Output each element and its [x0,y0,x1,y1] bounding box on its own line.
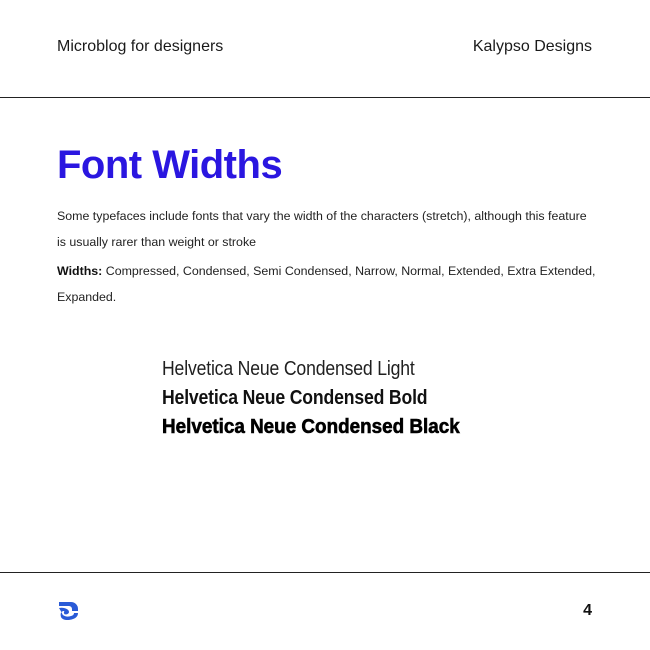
header-divider [0,97,650,98]
sample-condensed-black: Helvetica Neue Condensed Black [162,415,460,438]
header-brand-name: Kalypso Designs [472,38,592,55]
font-samples [162,354,582,441]
page-title: Font Widths [57,143,283,187]
page-number: 4 [583,602,592,619]
intro-paragraph: Some typefaces include fonts that vary the width of the characters (stretch), although this feature is usually rarer than weight or stroke [57,209,587,249]
header-blog-title: Microblog for designers [57,38,224,55]
widths-label: Widths: [57,264,103,278]
widths-list: Compressed, Condensed, Semi Condensed, Narrow, Normal, Extended, Extra Extended, Expanded. [57,264,596,304]
kalypso-logo-icon [56,600,80,622]
sample-condensed-bold: Helvetica Neue Condensed Bold [162,386,428,409]
footer-divider [0,572,650,573]
sample-condensed-light: Helvetica Neue Condensed Light [162,357,415,380]
widths-paragraph [57,258,597,310]
page-header [0,0,650,97]
